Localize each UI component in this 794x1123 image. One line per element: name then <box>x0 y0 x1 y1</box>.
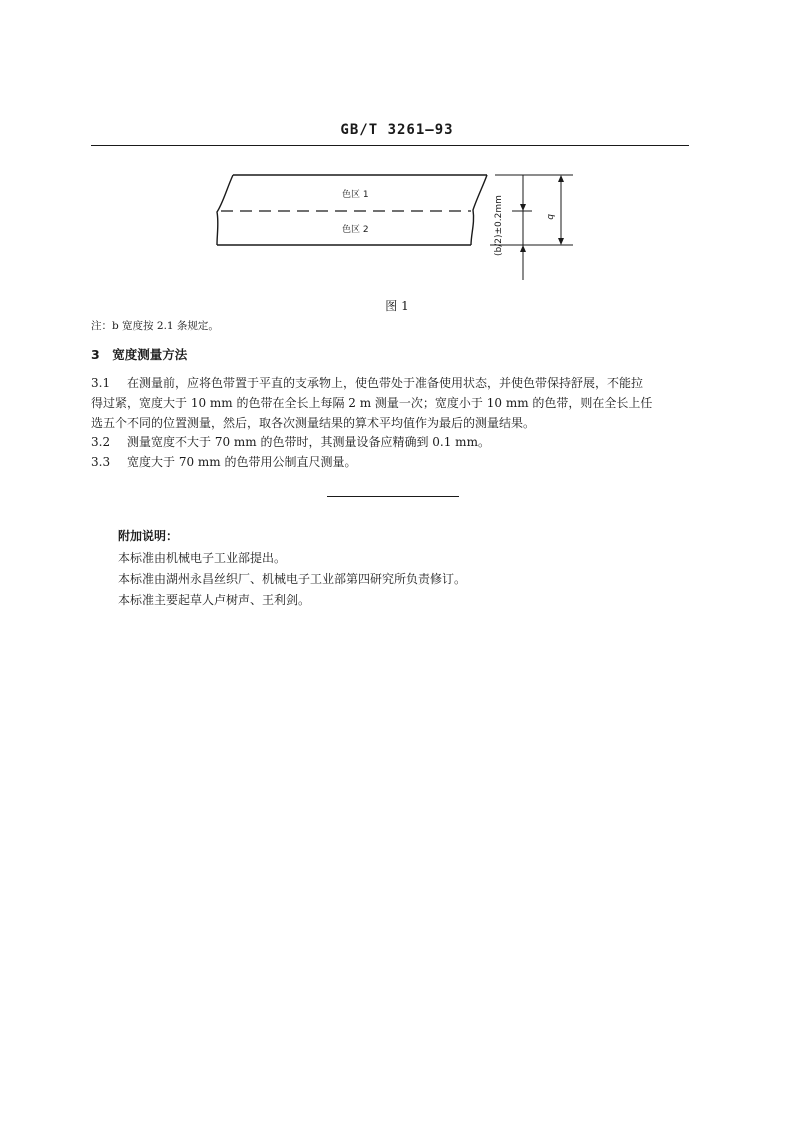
paragraph-3-1-text-1: 在测量前，应将色带置于平直的支承物上，使色带处于准备使用状态，并使色带保持舒展，不能拉 <box>127 376 644 390</box>
zone2-label: 色区 2 <box>342 225 369 235</box>
dim-b-arrow-bottom <box>558 238 564 245</box>
paragraph-3-1-line-3: 选五个不同的位置测量，然后，取各次测量结果的算术平均值作为最后的测量结果。 <box>91 416 536 430</box>
ribbon-right-edge <box>471 175 487 245</box>
ribbon-left-edge <box>217 175 233 245</box>
ribbon-diagram <box>205 168 595 286</box>
dim-b-label: b <box>545 214 555 220</box>
paragraph-3-2 <box>91 432 691 452</box>
paragraph-3-3-number: 3.3 <box>91 455 111 469</box>
header-rule <box>91 145 689 146</box>
paragraph-3-3-text: 宽度大于 70 mm 的色带用公制直尺测量。 <box>127 455 357 469</box>
end-rule <box>327 496 459 497</box>
paragraph-3-1-number: 3.1 <box>91 376 111 390</box>
page-header: GB/T 3261—93 <box>340 122 454 138</box>
addendum-line-3: 本标准主要起草人卢树声、王利剑。 <box>118 593 311 607</box>
paragraph-3-2-number: 3.2 <box>91 435 111 449</box>
figure-caption: 图 1 <box>385 299 409 313</box>
dim-half-arrow-top <box>520 204 526 211</box>
paragraph-3-2-text: 测量宽度不大于 70 mm 的色带时，其测量设备应精确到 0.1 mm。 <box>127 435 490 449</box>
dim-b-arrow-top <box>558 175 564 182</box>
paragraph-3-1 <box>91 373 691 433</box>
paragraph-3-1-line-2: 得过紧，宽度大于 10 mm 的色带在全长上每隔 2 m 测量一次；宽度小于 10 mm 的色带，则在全长上任 <box>91 396 653 410</box>
addendum-title: 附加说明： <box>118 529 179 543</box>
paragraph-3-3 <box>91 452 691 472</box>
dim-half-label: (b/2)±0.2mm <box>494 195 504 256</box>
addendum-line-2: 本标准由湖州永昌丝织厂、机械电子工业部第四研究所负责修订。 <box>118 572 467 586</box>
section-3-title: 3 宽度测量方法 <box>91 347 188 362</box>
dim-half-arrow-bottom <box>520 245 526 252</box>
ribbon-figure <box>205 168 595 286</box>
figure-note: 注：b 宽度按 2.1 条规定。 <box>91 320 219 332</box>
paragraph-3-1-line-1 <box>91 373 691 393</box>
zone1-label: 色区 1 <box>342 190 369 200</box>
addendum-line-1: 本标准由机械电子工业部提出。 <box>118 551 287 565</box>
